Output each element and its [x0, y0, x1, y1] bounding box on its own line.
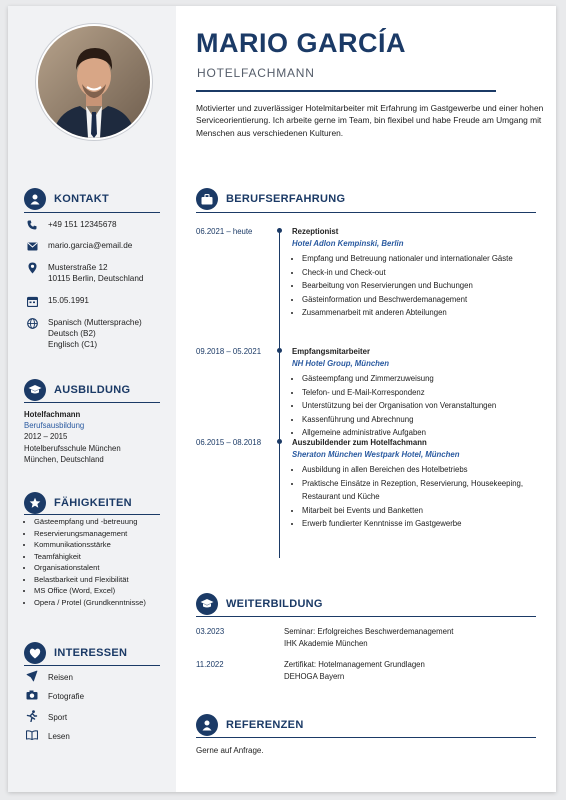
training-provider: DEHOGA Bayern [284, 672, 345, 681]
list-item: • Kommunikationsstärke [34, 539, 146, 551]
interest-item [26, 690, 84, 702]
contact-birthdate [26, 295, 89, 307]
job-date: 06.2021 – heute [196, 227, 253, 236]
profile-summary: Motivierter und zuverlässiger Hotelmitarbeiter mit Erfahrung im Gastgewerbe und einer hohen Serviceorientierung. Ich arbeite gerne im Team, bin flexibel und habe Freude am Umgang mit Menschen aus verschiedenen Kulturen. [196, 103, 544, 138]
education-school: Hotelberufsschule München [24, 443, 121, 453]
list-item: • Unterstützung bei der Organisation von Veranstaltungen [302, 399, 542, 413]
list-item: • Teamfähigkeit [34, 551, 146, 563]
interest-label: Sport [48, 712, 68, 722]
job-title: HOTELFACHMANN [197, 66, 315, 80]
experience-title: BERUFSERFAHRUNG [226, 193, 346, 205]
education-divider [24, 402, 160, 403]
birthdate: 15.05.1991 [48, 296, 89, 305]
education-years: 2012 – 2015 [24, 432, 68, 442]
profile-photo [36, 24, 152, 140]
list-item: • Zusammenarbeit mit anderen Abteilungen [302, 306, 542, 320]
education-section-header [24, 379, 160, 401]
timeline-dot [277, 348, 282, 353]
skills-divider [24, 514, 160, 515]
interests-section-header [24, 642, 160, 664]
contact-address [26, 262, 143, 284]
cv-page [8, 6, 556, 792]
contact-email[interactable] [26, 240, 132, 252]
experience-section-header [196, 188, 345, 210]
job-company: NH Hotel Group, München [292, 359, 390, 368]
main-column [176, 6, 556, 792]
experience-divider [196, 212, 536, 213]
contact-phone[interactable] [26, 219, 117, 231]
location-pin-icon [26, 262, 38, 274]
email-address: mario.garcia@email.de [48, 241, 133, 250]
education-place: München, Deutschland [24, 454, 104, 464]
language-3: Englisch (C1) [48, 340, 98, 349]
list-item: • Opera / Protel (Grundkenntnisse) [34, 597, 146, 609]
references-text: Gerne auf Anfrage. [196, 746, 264, 755]
timeline-line [279, 228, 280, 558]
job-company: Sheraton München Westpark Hotel, München [292, 450, 460, 459]
contact-section-header [24, 188, 160, 210]
address-line1: Musterstraße 12 [48, 263, 108, 272]
contact-divider [24, 212, 160, 213]
training-date: 03.2023 [196, 627, 225, 636]
training-date: 11.2022 [196, 660, 224, 669]
camera-icon [26, 690, 38, 702]
training-section-header [196, 593, 323, 615]
education-entry [24, 409, 121, 465]
training-name: Zertifikat: Hotelmanagement Grundlagen [284, 660, 425, 669]
education-title: AUSBILDUNG [54, 384, 131, 396]
training-divider [196, 616, 536, 617]
list-item: • Telefon- und E-Mail-Korrespondenz [302, 386, 542, 400]
list-item: • Empfang und Betreuung nationaler und internationaler Gäste [302, 252, 542, 266]
list-item: • Gästeempfang und -betreuung [34, 516, 146, 528]
interest-label: Lesen [48, 731, 70, 741]
contact-title: KONTAKT [54, 193, 110, 205]
job-date: 06.2015 – 08.2018 [196, 438, 262, 447]
list-item: • Allgemeine administrative Aufgaben [302, 426, 542, 440]
references-title: REFERENZEN [226, 719, 304, 731]
list-item: • Organisationstalent [34, 562, 146, 574]
references-divider [196, 737, 536, 738]
mail-icon [26, 240, 38, 252]
list-item: • Gästeinformation und Beschwerdemanagement [302, 293, 542, 307]
phone-number: +49 151 12345678 [48, 220, 117, 229]
interest-item [26, 710, 67, 724]
language-1: Spanisch (Muttersprache) [48, 318, 142, 327]
book-icon [26, 730, 38, 742]
list-item: • Erwerb fundierter Kenntnisse im Gastgewerbe [302, 517, 542, 531]
interests-divider [24, 665, 160, 666]
references-section-header [196, 714, 304, 736]
interest-label: Fotografie [48, 691, 85, 701]
list-item: • Ausbildung in allen Bereichen des Hotelbetriebs [302, 463, 542, 477]
job-entry [292, 346, 542, 440]
list-item: • Praktische Einsätze in Rezeption, Reservierung, Housekeeping, Restaurant und Küche [302, 477, 542, 504]
sidebar [8, 6, 176, 792]
address-line2: 10115 Berlin, Deutschland [48, 274, 144, 283]
graduation-cap-icon [24, 379, 46, 401]
job-position: Rezeptionist [292, 227, 339, 236]
person-icon [24, 188, 46, 210]
person-icon [196, 714, 218, 736]
training-name: Seminar: Erfolgreiches Beschwerdemanagement [284, 627, 454, 636]
education-type: Berufsausbildung [24, 421, 85, 431]
language-2: Deutsch (B2) [48, 329, 96, 338]
skills-list [24, 516, 146, 608]
timeline-dot [277, 439, 282, 444]
job-entry [292, 437, 542, 531]
education-degree: Hotelfachmann [24, 410, 81, 419]
contact-languages [26, 317, 142, 350]
job-company: Hotel Adlon Kempinski, Berlin [292, 239, 404, 248]
job-position: Auszubildender zum Hotelfachmann [292, 438, 427, 447]
training-title: WEITERBILDUNG [226, 598, 323, 610]
list-item: • Gästeempfang und Zimmerzuweisung [302, 372, 542, 386]
airplane-icon [26, 670, 38, 684]
skills-section-header [24, 492, 160, 514]
skills-title: FÄHIGKEITEN [54, 497, 132, 509]
job-position: Empfangsmitarbeiter [292, 347, 370, 356]
job-date: 09.2018 – 05.2021 [196, 347, 262, 356]
star-icon [24, 492, 46, 514]
globe-icon [26, 317, 38, 329]
list-item: • MS Office (Word, Excel) [34, 585, 146, 597]
interest-item [26, 730, 70, 742]
list-item: • Reservierungsmanagement [34, 528, 146, 540]
graduation-cap-icon [196, 593, 218, 615]
phone-icon [26, 219, 38, 231]
briefcase-icon [196, 188, 218, 210]
title-divider [196, 90, 496, 92]
training-provider: IHK Akademie München [284, 639, 368, 648]
interests-title: INTERESSEN [54, 647, 128, 659]
list-item: • Mitarbeit bei Events und Banketten [302, 504, 542, 518]
list-item: • Bearbeitung von Reservierungen und Buchungen [302, 279, 542, 293]
calendar-icon [26, 295, 38, 307]
list-item: • Check-in und Check-out [302, 266, 542, 280]
timeline-dot [277, 228, 282, 233]
list-item: • Belastbarkeit und Flexibilität [34, 574, 146, 586]
runner-icon [26, 710, 38, 724]
person-name: MARIO GARCÍA [196, 28, 406, 58]
interest-item [26, 670, 73, 684]
interest-label: Reisen [48, 672, 73, 682]
list-item: • Kassenführung und Abrechnung [302, 413, 542, 427]
heart-icon [24, 642, 46, 664]
job-entry [292, 226, 542, 320]
